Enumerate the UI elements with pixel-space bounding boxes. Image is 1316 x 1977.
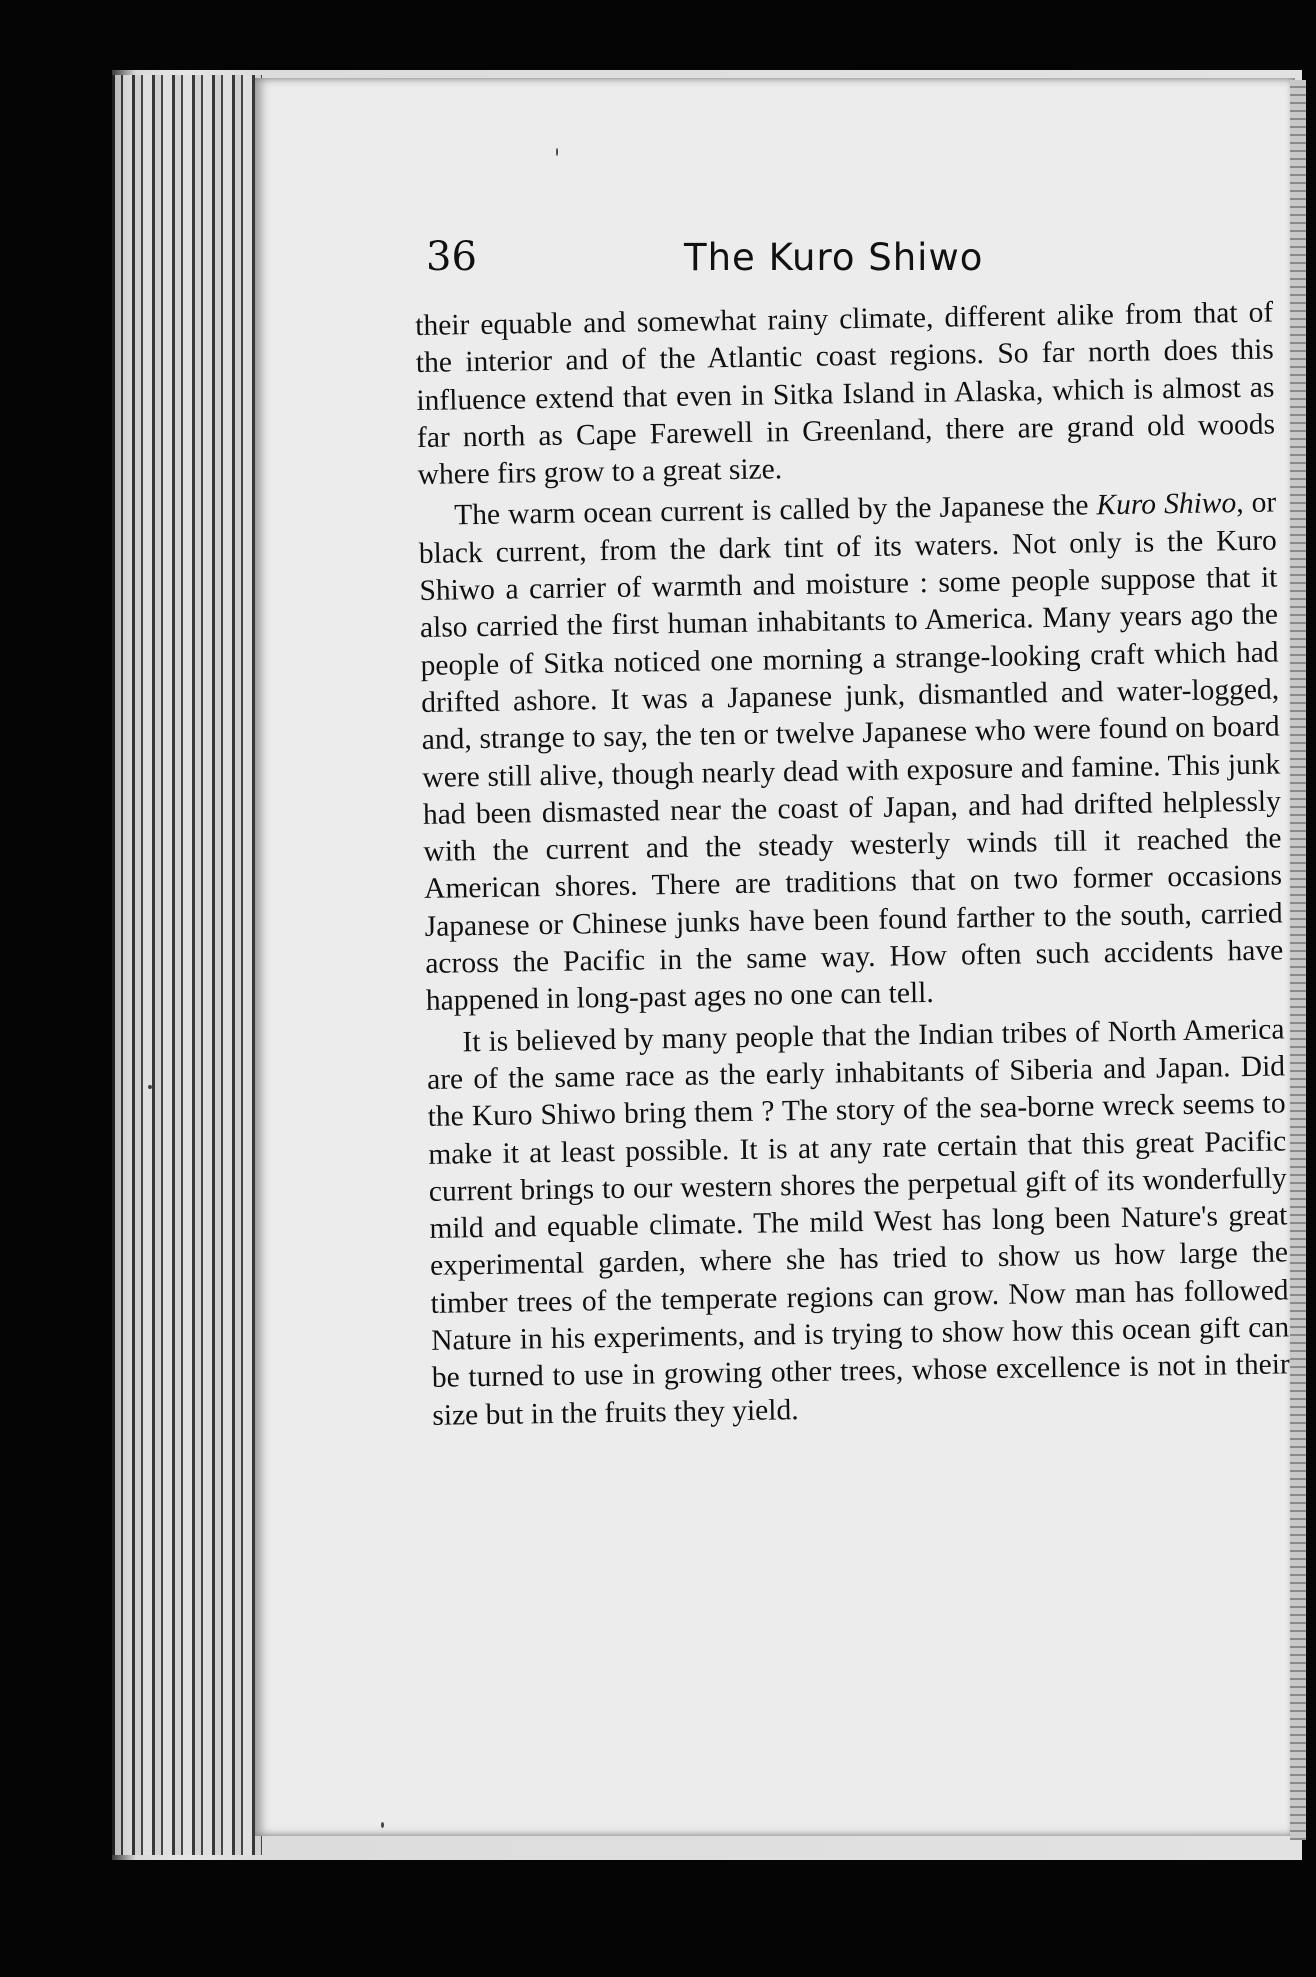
- book-spine-edges: [112, 75, 262, 1855]
- paragraph-2: [418, 485, 1284, 1021]
- paragraph-1: their equable and somewhat rainy climate, different alike from that of the interior and of the Atlantic coast regions. So far north does this influence extend that even in Sitka Island in Alaska, which is almost as far north as Cape Farewell in Greenland, there are grand old woods where firs grow to a great size.: [415, 296, 1276, 492]
- page-number: 36: [426, 234, 477, 280]
- paragraph-2-start: The warm ocean current is called by the Japanese the: [454, 489, 1097, 532]
- body-text: [415, 295, 1291, 1439]
- page-right-edge: [1290, 80, 1306, 1840]
- paragraph-3: It is believed by many people that the Indian tribes of North America are of the same race as the early inhabitants of Siberia and Japan. Did the Kuro Shiwo bring them ? The story of the sea-borne wreck seems to make it at least possible. It is at any rate certain that this great Pacific current brings to our western shores the perpetual gift of its wonderfully mild and equable climate. The mild West has long been Nature's great experimental garden, where she has tried to show us how large the timber trees of the temperate regions can grow. Now man has followed Nature in his experiments, and is trying to show how this ocean gift can be turned to use in growing other trees, whose excellence is not in their size but in the fruits they yield.: [426, 1013, 1290, 1432]
- scan-speck: [148, 1085, 152, 1089]
- paragraph-2-italic-term: Kuro Shiwo: [1096, 487, 1237, 522]
- scan-speck: [556, 148, 558, 156]
- page-header: [426, 234, 1286, 304]
- scan-speck: [381, 1822, 384, 1828]
- paragraph-2-rest: , or black current, from the dark tint of its waters. Not only is the Kuro Shiwo a carrier of warmth and moisture : some people suppose that it also carried the first human inhabitants to America. Many years ago the people of Sitka noticed one morning a strange-looking craft which had drifted ashore. It was a Japanese junk, dismantled and water-logged, and, strange to say, the ten or twelve Japanese who were found on board were still alive, though nearly dead with exposure and famine. This junk had been dismasted near the coast of Japan, and had drifted helplessly with the current and the steady westerly winds till it reached the American shores. There are traditions that on two former occasions Japanese or Chinese junks have been found farther to the south, carried across the Pacific in the same way. How often such accidents have happened in long-past ages no one can tell.: [418, 486, 1284, 1018]
- running-title: The Kuro Shiwo: [684, 236, 984, 279]
